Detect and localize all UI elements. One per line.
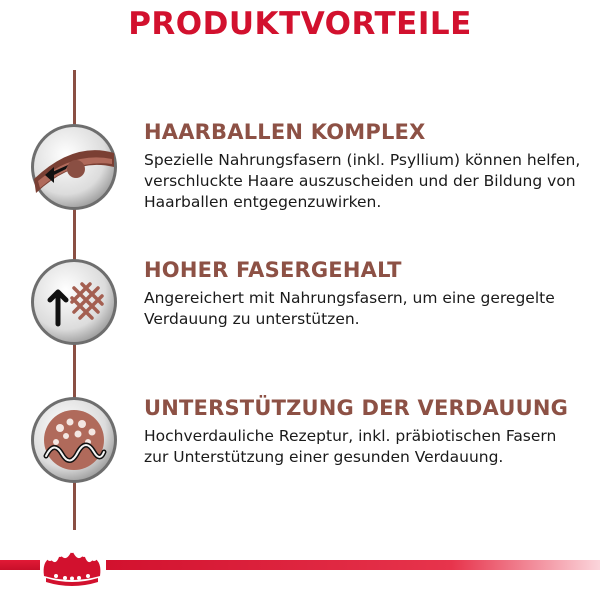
- digestion-support-icon: [30, 396, 118, 484]
- feature-heading: HOHER FASERGEHALT: [144, 258, 402, 282]
- footer-stripe-left: [0, 560, 40, 570]
- feature-high-fiber: [144, 258, 584, 330]
- feature-digestion-support: [144, 396, 584, 468]
- royal-canin-crown-logo: [38, 540, 106, 590]
- feature-description: Spezielle Nahrungsfasern (inkl. Psyllium) können helfen, verschluckte Haare auszuscheiden und der Bildung von Haarballen entgegenzuwirken.: [144, 151, 581, 211]
- feature-description: Angereichert mit Nahrungsfasern, um eine geregelte Verdauung zu unterstützen.: [144, 289, 555, 328]
- feature-description: Hochverdauliche Rezeptur, inkl. präbiotischen Fasern zur Unterstützung einer gesunden Verdauung.: [144, 427, 557, 466]
- feature-heading: HAARBALLEN KOMPLEX: [144, 120, 426, 144]
- hairball-complex-icon: [30, 123, 118, 211]
- feature-hairball-complex: [144, 120, 584, 213]
- feature-heading: UNTERSTÜTZUNG DER VERDAUUNG: [144, 396, 569, 420]
- footer-stripe-right: [106, 560, 600, 570]
- page-title: PRODUKTVORTEILE: [128, 6, 472, 42]
- fiber-content-icon: [30, 258, 118, 346]
